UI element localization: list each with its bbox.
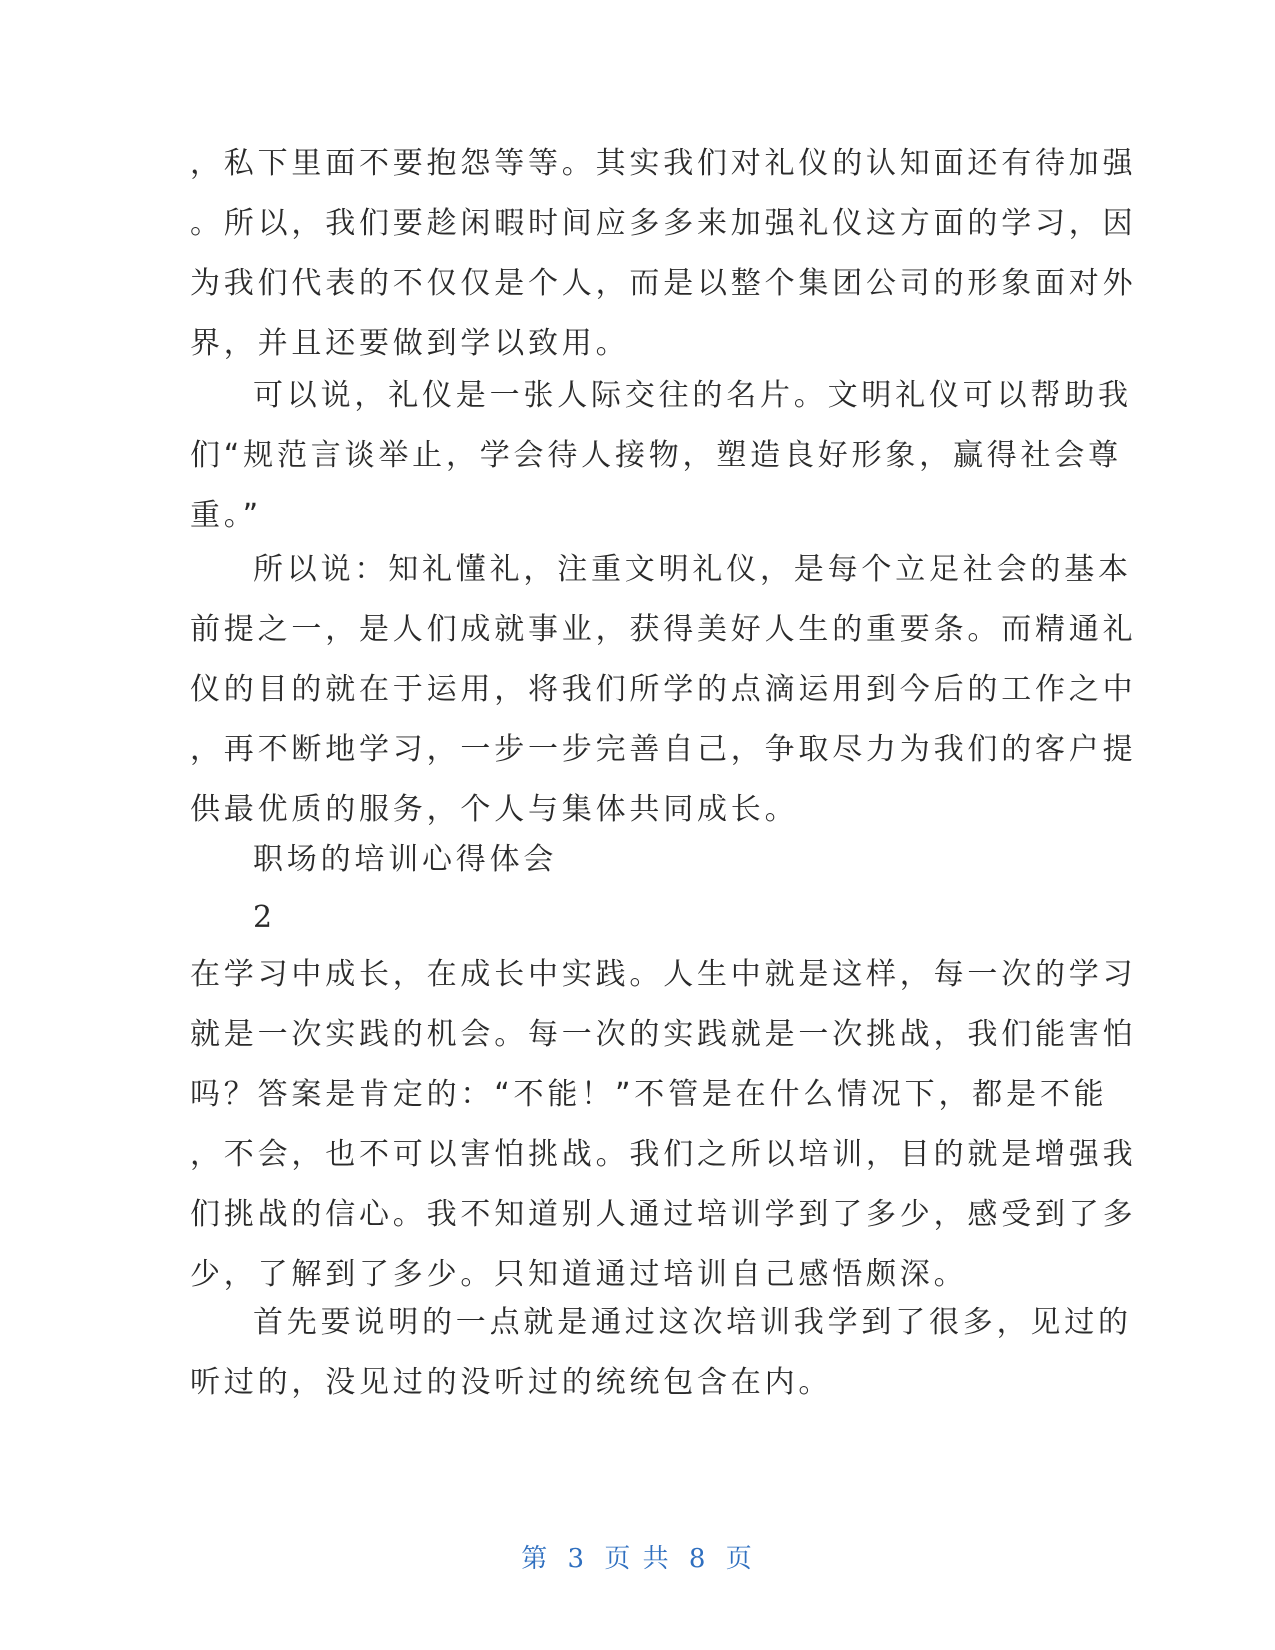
paragraph-line: 吗？答案是肯定的：“不能！”不管是在什么情况下，都是不能	[190, 1077, 1108, 1112]
footer-suffix: 页	[725, 1544, 754, 1574]
footer-current-page: 3	[567, 1544, 587, 1574]
paragraph-2	[190, 366, 1132, 546]
paragraph-line: 可以说，礼仪是一张人际交往的名片。文明礼仪可以帮助我	[253, 378, 1132, 413]
section-title: 职场的培训心得体会	[253, 842, 558, 877]
paragraph-line: 。所以，我们要趁闲暇时间应多多来加强礼仪这方面的学习，因	[190, 206, 1137, 241]
page-footer	[0, 1538, 1275, 1575]
paragraph-line: 仪的目的就在于运用，将我们所学的点滴运用到今后的工作之中	[190, 672, 1137, 707]
footer-prefix: 第	[521, 1544, 550, 1574]
paragraph-5	[190, 1293, 1132, 1413]
paragraph-line: 为我们代表的不仅仅是个人，而是以整个集团公司的形象面对外	[190, 266, 1137, 301]
paragraph-line: 就是一次实践的机会。每一次的实践就是一次挑战，我们能害怕	[190, 1017, 1137, 1052]
paragraph-line: 们挑战的信心。我不知道别人通过培训学到了多少，感受到了多	[190, 1197, 1137, 1232]
paragraph-line: 首先要说明的一点就是通过这次培训我学到了很多，见过的	[253, 1305, 1132, 1340]
paragraph-line: ，再不断地学习，一步一步完善自己，争取尽力为我们的客户提	[190, 732, 1137, 767]
paragraph-line: 在学习中成长，在成长中实践。人生中就是这样，每一次的学习	[190, 957, 1137, 992]
section-number: 2	[253, 900, 273, 935]
paragraph-line: ，不会，也不可以害怕挑战。我们之所以培训，目的就是增强我	[190, 1137, 1137, 1172]
footer-middle: 页 共	[604, 1544, 671, 1574]
paragraph-line: 听过的，没见过的没听过的统统包含在内。	[190, 1365, 833, 1400]
paragraph-line: 界，并且还要做到学以致用。	[190, 326, 630, 361]
paragraph-4	[190, 945, 1137, 1305]
paragraph-line: ，私下里面不要抱怨等等。其实我们对礼仪的认知面还有待加强	[190, 146, 1137, 181]
paragraph-line: 供最优质的服务，个人与集体共同成长。	[190, 792, 799, 827]
paragraph-line: 前提之一，是人们成就事业，获得美好人生的重要条。而精通礼	[190, 612, 1137, 647]
footer-total-pages: 8	[688, 1544, 708, 1574]
paragraph-3	[190, 540, 1137, 840]
paragraph-line: 所以说：知礼懂礼，注重文明礼仪，是每个立足社会的基本	[253, 552, 1132, 587]
paragraph-line: 重。”	[190, 498, 262, 533]
paragraph-line: 少，了解到了多少。只知道通过培训自己感悟颇深。	[190, 1257, 968, 1292]
paragraph-line: 们“规范言谈举止，学会待人接物，塑造良好形象，赢得社会尊	[190, 438, 1122, 473]
paragraph-1	[190, 134, 1137, 374]
